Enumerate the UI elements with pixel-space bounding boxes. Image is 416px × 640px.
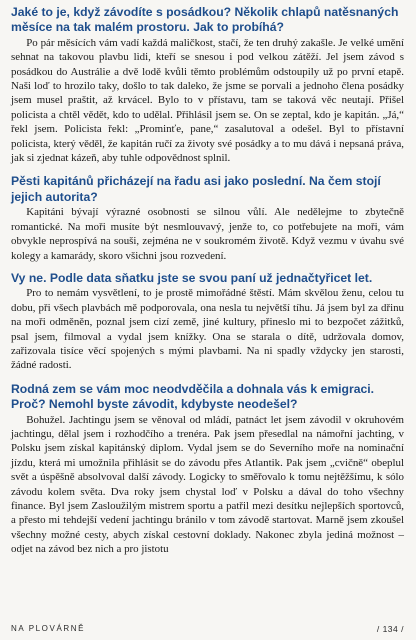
page-footer	[11, 624, 404, 633]
interview-answer-1: Po pár měsících vám vadí každá maličkost, stačí, že ten druhý zakašle. Je velké umění sehnat na takovou plavbu lidi, kteří se snesou i pod velkou zátěží. Jel jsem závod s posádkou do Austrálie a dvě lodě kvůli těmto problémům odstoupily už po první etapě. Naši loď to hrozilo taky, došlo to tak daleko, že jsme se porvali a jednoho člena posádky jsem musel praštit, až krvácel. Bylo to v přístavu, tam se taková věc neutají. Přišel policista a chtěl vědět, kdo to udělal. Přihlásil jsem se. On se zeptal, kdo je kapitán. „Já,“ řekl jsem. Policista řekl: „Prominťe, pane,“ zasalutoval a odešel. Byl to přístavní policista, který věděl, že kapitán ručí za životy své posádky a to mu dává i nepsaná práva, jak si zjednat kázeň, aby tuhle odpovědnost splnil.	[11, 36, 404, 165]
interview-question-4: Rodná zem se vám moc neodvděčila a dohnala vás k emigraci. Proč? Nemohl byste závodit, kdybyste neodešel?	[11, 381, 375, 412]
interview-answer-2: Kapitáni bývají výrazné osobnosti se silnou vůlí. Ale nedělejme to zbytečně romantické. Na moři musíte být nesmlouvavý, jenže to, co potřebujete na moři, vám obvykle neprospívá na souši, zejména ne v soukromém životě. Když vezmu v úvahu své kolegy a kamarády, skoro všichni jsou rozvedení.	[11, 206, 404, 262]
interview-answer-3: Pro to nemám vysvětlení, to je prostě mimořádné štěstí. Mám skvělou ženu, celou tu dobu, při všech plavbách mě podporovala, ona nesla tu největší tíhu. Já jsem byl za dřinu na moři odměněn, poznal jsem cizí země, jiné kultury, přineslo mi to bezpočet zážitků, psal jsem, filmoval a vydal jsem knížky. Ona se starala o dítě, udržovala domov, zařizovala tisíce věcí spojených s mými plavbami. Na ni spadly vždycky jen starosti, žádné radosti.	[11, 287, 404, 372]
page-number: / 134 /	[376, 624, 404, 634]
interview-question-1: Jaké to je, když závodíte s posádkou? Několik chlapů natěsnaných měsíce na tak malém prostoru. Jak to probíhá?	[11, 5, 399, 35]
interview-answer-4: Bohužel. Jachtingu jsem se věnoval od mládí, patnáct let jsem závodil v okruhovém jachtingu, dělal jsem i rozhodčího a trenéra. Pak jsem přesedlal na námořní jachting, v Polsku jsem získal kapitánský diplom. Vydal jsem se do Severního moře na nominační jízdu, která mi umožnila přihlásit se do závodu přes Atlantik. Pak jsem „cvičně“ obeplul svět a úspěšně absolvoval další závody. Logicky to směřovalo k tomu nejtěžšímu, k sólo závodu kolem světa. Dva roky jsem chystal loď v Polsku a dával do toho všechny finance. Byl jsem Zasloužilým mistrem sportu a patřil mezi desítku nejlepších sportovců, a přesto mi tehdejší vedení jachtingu bránilo v tom závodě startovat. Marně jsem zkoušel všechny možné cesty, abych získal cestovní doklady. Nakonec zbyla jediná možnost – odjet na závod bez nich a pro jistotu	[11, 413, 404, 556]
interview-question-2: Pěsti kapitánů přicházejí na řadu asi jako poslední. Na čem stojí jejich autorita?	[11, 174, 381, 204]
article-page	[11, 5, 404, 557]
interview-question-3: Vy ne. Podle data sňatku jste se svou paní už jednačtyřicet let.	[11, 270, 373, 285]
magazine-name: NA PLOVÁRNĚ	[11, 624, 86, 633]
